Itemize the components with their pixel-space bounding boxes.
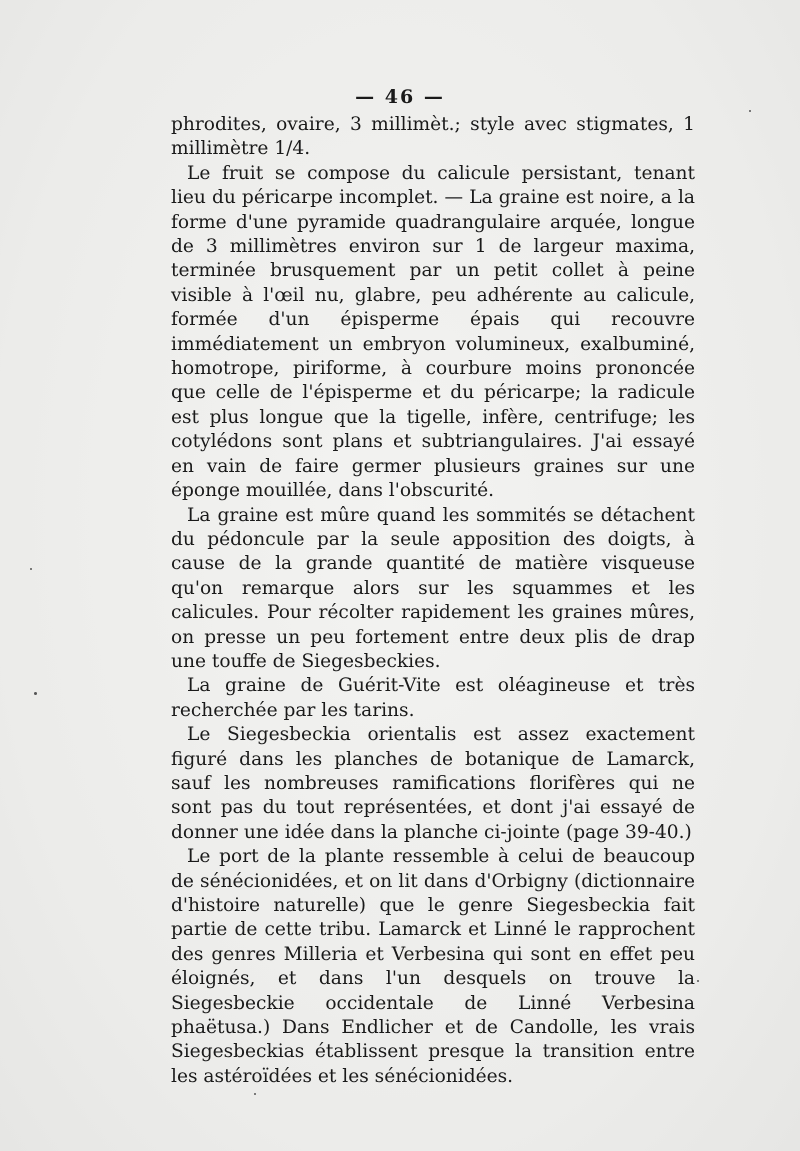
ink-speck <box>697 980 699 982</box>
paragraph-2: Le fruit se compose du calicule persistant, tenant lieu du péricarpe incomplet. — La graine est noire, a la forme d'une pyramide quadrangulaire arquée, longue de 3 millimètres environ sur 1 de largeur maxima, terminée brusquement par un petit collet à peine visible à l'œil nu, glabre, peu adhérente au calicule, formée d'un épisperme épais qui recouvre immédiatement un embryon volumineux, exalbuminé, homotrope, piriforme, à courbure moins prononcée que celle de l'épisperme et du péricarpe; la radicule est plus longue que la tigelle, infère, centrifuge; les cotylédons sont plans et subtriangulaires. J'ai essayé en vain de faire germer plusieurs graines sur une éponge mouillée, dans l'obscurité. <box>171 162 695 502</box>
paragraph-4: La graine de Guérit-Vite est oléagineuse et très recherchée par les tarins. <box>171 675 695 721</box>
ink-speck <box>30 568 32 570</box>
paragraph-5: Le Siegesbeckia orientalis est assez exactement figuré dans les planches de botanique de Lamarck, sauf les nombreuses ramifications florifères qui ne sont pas du tout représentées, et dont j'ai essayé de donner une idée dans la planche ci-jointe (page 39-40.) <box>171 724 695 843</box>
paragraph-6: Le port de la plante ressemble à celui de beaucoup de sénécionidées, et on lit dans d'Orbigny (dictionnaire d'histoire naturelle) que le genre Siegesbeckia fait partie de cette tribu. Lamarck et Linné le rapprochent des genres Milleria et Verbesina qui sont en effet peu éloignés, et dans l'un desquels on trouve la Siegesbeckie occidentale de Linné Verbesina phaëtusa.) Dans Endlicher et de Candolle, les vrais Siegesbeckias établissent presque la transition entre les astéroïdées et les sénécionidées. <box>171 846 695 1087</box>
page-number: — 46 — <box>355 86 445 108</box>
body-text <box>171 113 695 1089</box>
paragraph-3: La graine est mûre quand les sommités se détachent du pédoncule par la seule apposition des doigts, à cause de la grande quantité de matière visqueuse qu'on remarque alors sur les squammes et les calicules. Pour récolter rapidement les graines mûres, on presse un peu fortement entre deux plis de drap une touffe de Siegesbeckies. <box>171 504 695 672</box>
ink-speck <box>749 110 751 112</box>
ink-speck <box>34 692 37 695</box>
ink-speck <box>254 1093 256 1095</box>
paragraph-1: phrodites, ovaire, 3 millimèt.; style avec stigmates, 1 millimètre 1/4. <box>171 114 695 160</box>
